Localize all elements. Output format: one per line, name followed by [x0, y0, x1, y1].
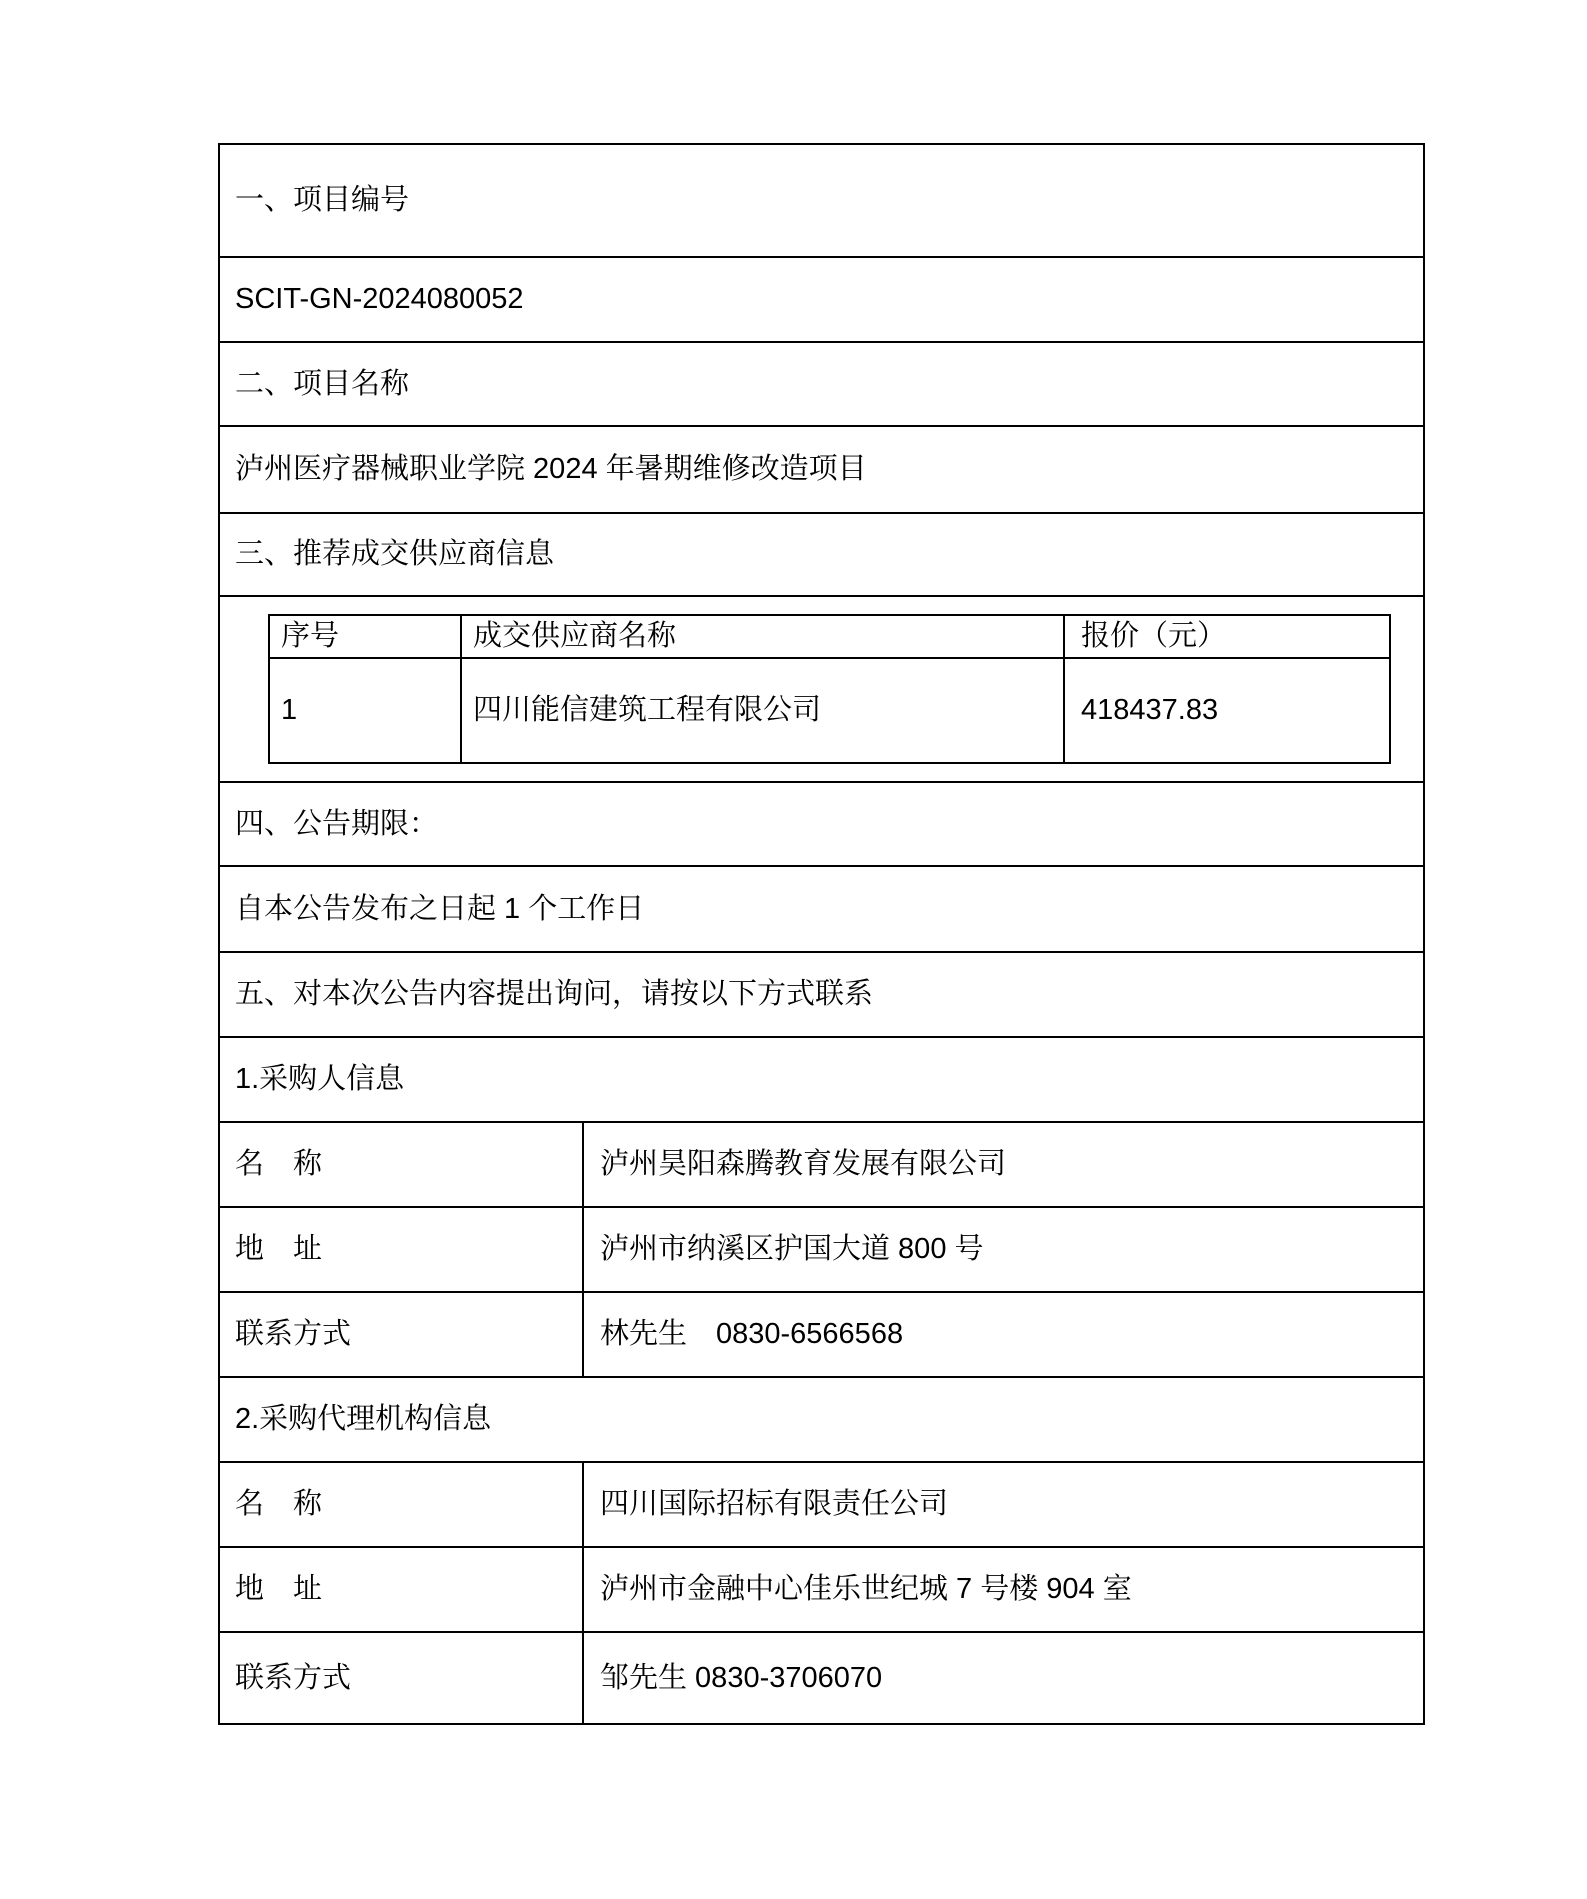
section-project-number-value: [220, 258, 1423, 343]
section-agency-heading: [220, 1378, 1423, 1463]
agency-name-label: 名 称: [220, 1463, 584, 1546]
project-number-heading: 一、项目编号: [235, 184, 410, 217]
purchaser-name-label: 名 称: [220, 1123, 584, 1206]
section-project-name-heading: [220, 343, 1423, 427]
agency-address-value: 泸州市金融中心佳乐世纪城 7 号楼 904 室: [600, 1573, 1132, 1606]
agency-contact-label: 联系方式: [220, 1633, 584, 1723]
supplier-table-data-row: [270, 659, 1389, 762]
purchaser-contact-row: [220, 1293, 1423, 1378]
supplier-table: [268, 614, 1391, 764]
inquiry-heading: 五、对本次公告内容提出询问，请按以下方式联系: [235, 978, 874, 1011]
notice-period-value: 自本公告发布之日起 1 个工作日: [235, 892, 645, 925]
section-purchaser-heading: [220, 1038, 1423, 1123]
section-supplier-table: [220, 597, 1423, 783]
agency-name-row: [220, 1463, 1423, 1548]
purchaser-heading: 1.采购人信息: [235, 1063, 405, 1096]
purchaser-contact-value: 林先生 0830-6566568: [600, 1318, 904, 1351]
supplier-row-no: 1: [270, 659, 462, 762]
section-inquiry-heading: [220, 953, 1423, 1038]
supplier-col-header-no: 序号: [270, 616, 462, 657]
purchaser-name-row: [220, 1123, 1423, 1208]
supplier-table-header-row: [270, 616, 1389, 659]
supplier-row-price: 418437.83: [1081, 694, 1219, 727]
section-notice-period-value: [220, 867, 1423, 953]
project-name-value: 泸州医疗器械职业学院 2024 年暑期维修改造项目: [235, 453, 867, 486]
agency-address-row: [220, 1548, 1423, 1633]
agency-contact-value: 邹先生 0830-3706070: [600, 1661, 883, 1694]
section-notice-period-heading: [220, 783, 1423, 867]
announcement-table: [218, 143, 1425, 1725]
agency-contact-row: [220, 1633, 1423, 1723]
purchaser-address-row: [220, 1208, 1423, 1293]
supplier-col-header-price: 报价（元）: [1081, 620, 1227, 653]
purchaser-contact-label: 联系方式: [220, 1293, 584, 1376]
supplier-col-header-name: 成交供应商名称: [462, 616, 1065, 657]
purchaser-address-label: 地 址: [220, 1208, 584, 1291]
purchaser-name-value: 泸州昊阳森腾教育发展有限公司: [600, 1148, 1007, 1181]
supplier-row-name: 四川能信建筑工程有限公司: [462, 659, 1065, 762]
agency-heading: 2.采购代理机构信息: [235, 1403, 492, 1436]
agency-name-value: 四川国际招标有限责任公司: [600, 1488, 949, 1521]
supplier-heading: 三、推荐成交供应商信息: [235, 538, 555, 571]
section-project-name-value: [220, 427, 1423, 514]
agency-address-label: 地 址: [220, 1548, 584, 1631]
supplier-table-wrap: [220, 597, 1423, 781]
notice-period-heading: 四、公告期限：: [235, 807, 439, 840]
project-name-heading: 二、项目名称: [235, 367, 410, 400]
section-supplier-heading: [220, 514, 1423, 597]
section-project-number-heading: [220, 145, 1423, 258]
purchaser-address-value: 泸州市纳溪区护国大道 800 号: [600, 1233, 984, 1266]
project-number-value: SCIT-GN-2024080052: [235, 283, 524, 316]
